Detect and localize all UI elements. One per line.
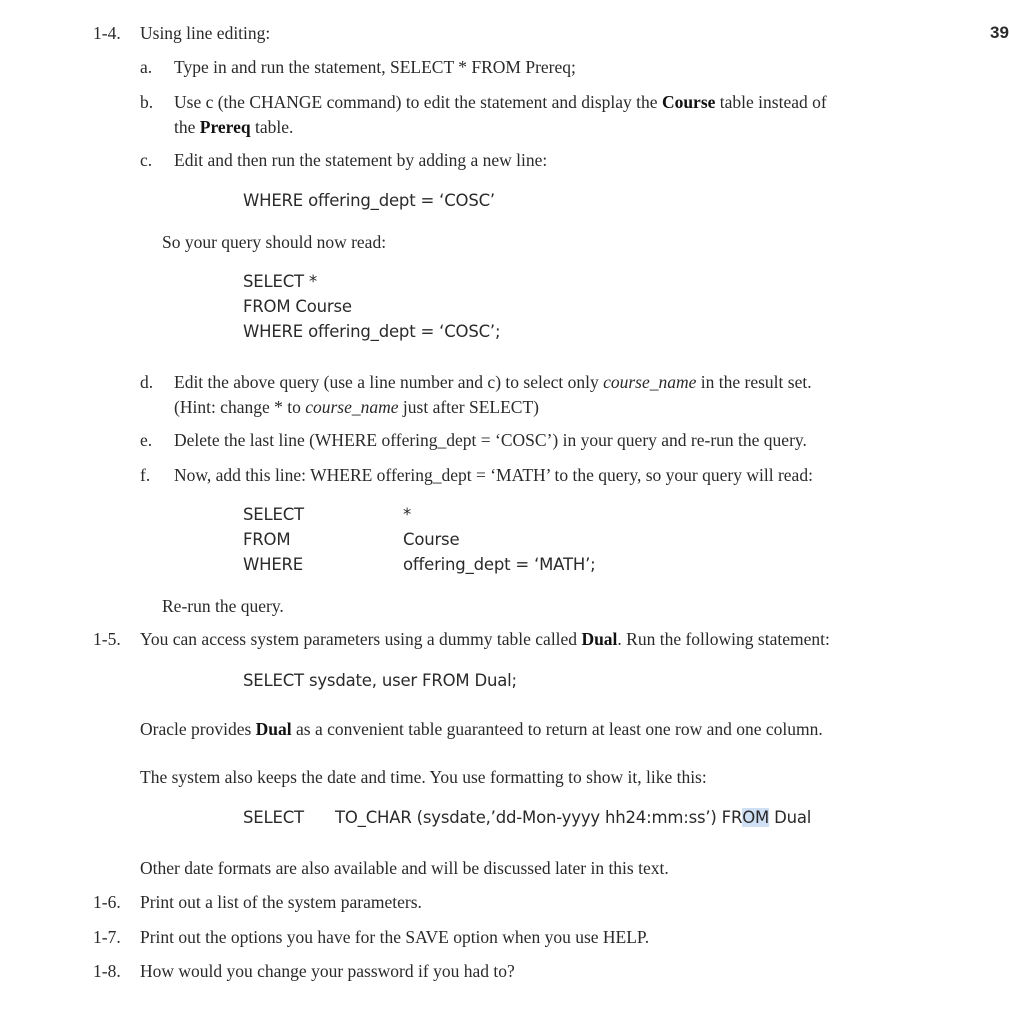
- query1-line3: WHERE offering_dept = ‘COSC’;: [243, 322, 501, 341]
- query2-select-value: *: [403, 505, 412, 524]
- other-formats-text: Other date formats are also available and will be discussed later in this text.: [140, 858, 669, 878]
- query1-line2: FROM Course: [243, 297, 352, 316]
- item-d-text-line1: Edit the above query (use a line number and c) to select only course_name in the result set.: [174, 372, 812, 392]
- item-c-letter: c.: [140, 150, 153, 170]
- query2-from-keyword: FROM: [243, 530, 291, 549]
- item-e-text: Delete the last line (WHERE offering_dept = ‘COSC’) in your query and re-run the query.: [174, 430, 807, 450]
- item-f-letter: f.: [140, 465, 151, 485]
- code-to-char-statement: TO_CHAR (sysdate,’dd-Mon-yyyy hh24:mm:ss’) FROM Dual: [335, 808, 812, 827]
- exercise-1-4-title: Using line editing:: [140, 23, 271, 43]
- page-number: 39: [990, 23, 1009, 42]
- code-where-cosc: WHERE offering_dept = ‘COSC’: [243, 191, 495, 210]
- item-c-text: Edit and then run the statement by adding a new line:: [174, 150, 548, 170]
- exercise-1-5-number: 1-5.: [93, 629, 121, 649]
- system-date-text: The system also keeps the date and time. You use formatting to show it, like this:: [140, 767, 707, 787]
- query2-select-keyword: SELECT: [243, 505, 304, 524]
- exercise-1-4-number: 1-4.: [93, 23, 121, 43]
- item-a-text: Type in and run the statement, SELECT * FROM Prereq;: [174, 57, 576, 77]
- item-d-text-line2: (Hint: change * to course_name just after SELECT): [174, 397, 539, 417]
- query1-line1: SELECT *: [243, 272, 318, 291]
- rerun-text: Re-run the query.: [162, 596, 284, 616]
- item-a-letter: a.: [140, 57, 153, 77]
- item-b-text-line1: Use c (the CHANGE command) to edit the statement and display the Course table instead of: [174, 92, 827, 112]
- exercise-1-7-text: Print out the options you have for the SAVE option when you use HELP.: [140, 927, 650, 947]
- exercise-1-6-text: Print out a list of the system parameters.: [140, 892, 422, 912]
- text-selection-highlight: OM: [742, 808, 770, 827]
- item-d-letter: d.: [140, 372, 154, 392]
- exercise-1-8-number: 1-8.: [93, 961, 121, 981]
- oracle-dual-text: Oracle provides Dual as a convenient table guaranteed to return at least one row and one column.: [140, 719, 823, 739]
- query2-from-value: Course: [403, 530, 460, 549]
- exercise-1-6-number: 1-6.: [93, 892, 121, 912]
- code-to-char-keyword: SELECT: [243, 808, 304, 827]
- exercise-1-5-text: You can access system parameters using a dummy table called Dual. Run the following statement:: [140, 629, 830, 649]
- code-select-sysdate: SELECT sysdate, user FROM Dual;: [243, 671, 517, 690]
- item-e-letter: e.: [140, 430, 153, 450]
- exercise-1-7-number: 1-7.: [93, 927, 121, 947]
- item-b-letter: b.: [140, 92, 154, 112]
- exercise-1-8-text: How would you change your password if you had to?: [140, 961, 515, 981]
- item-b-text-line2: the Prereq table.: [174, 117, 294, 137]
- query2-where-value: offering_dept = ‘MATH’;: [403, 555, 596, 574]
- item-f-text: Now, add this line: WHERE offering_dept = ‘MATH’ to the query, so your query will read:: [174, 465, 813, 485]
- so-query-text: So your query should now read:: [162, 232, 387, 252]
- query2-where-keyword: WHERE: [243, 555, 304, 574]
